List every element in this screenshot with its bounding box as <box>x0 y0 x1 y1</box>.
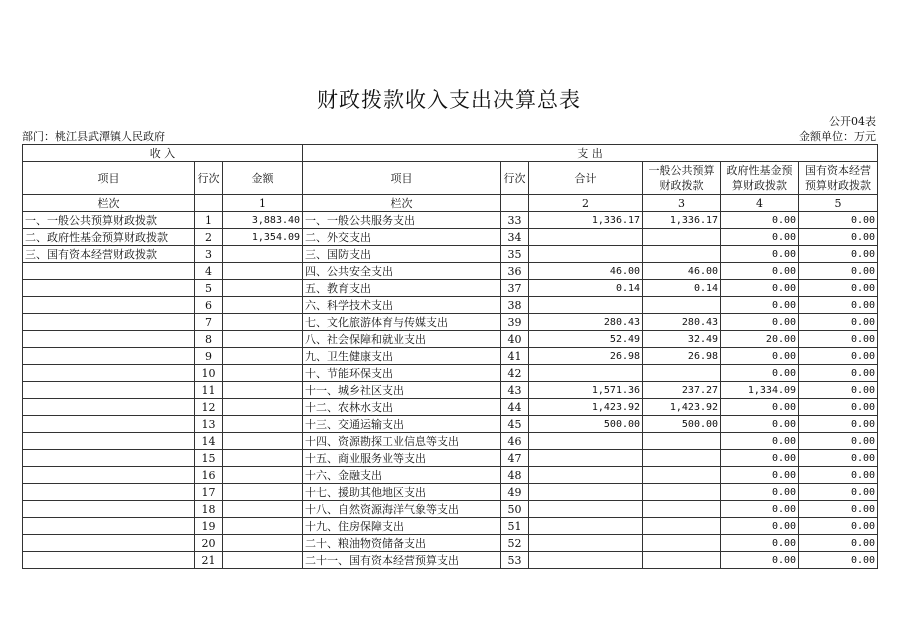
expense-line-cell: 41 <box>501 348 529 365</box>
fund-budget-amount-cell: 0.00 <box>721 399 799 416</box>
header-column-row <box>23 162 878 195</box>
income-amount-cell <box>223 535 303 552</box>
expense-item-cell: 十六、金融支出 <box>303 467 501 484</box>
state-capital-amount-cell: 0.00 <box>799 552 878 569</box>
expense-line-cell: 46 <box>501 433 529 450</box>
table-row <box>23 535 878 552</box>
general-budget-amount-cell: 0.14 <box>643 280 721 297</box>
income-amount-header: 金额 <box>223 162 303 195</box>
fund-budget-amount-cell: 0.00 <box>721 467 799 484</box>
expense-item-cell: 二、外交支出 <box>303 229 501 246</box>
income-amount-cell <box>223 246 303 263</box>
income-amount-cell <box>223 467 303 484</box>
table-row <box>23 280 878 297</box>
income-line-cell: 19 <box>195 518 223 535</box>
expense-total-cell: 500.00 <box>529 416 643 433</box>
expense-line-cell: 51 <box>501 518 529 535</box>
table-row <box>23 450 878 467</box>
state-capital-amount-cell: 0.00 <box>799 246 878 263</box>
fund-budget-amount-cell: 0.00 <box>721 229 799 246</box>
income-line-cell: 21 <box>195 552 223 569</box>
income-column-label: 栏次 <box>23 195 195 212</box>
income-line-cell: 17 <box>195 484 223 501</box>
expense-item-cell: 九、卫生健康支出 <box>303 348 501 365</box>
general-budget-amount-cell <box>643 535 721 552</box>
fund-budget-amount-cell: 0.00 <box>721 280 799 297</box>
state-capital-amount-cell: 0.00 <box>799 314 878 331</box>
expense-item-cell: 十二、农林水支出 <box>303 399 501 416</box>
income-amount-cell <box>223 433 303 450</box>
income-line-cell: 10 <box>195 365 223 382</box>
expense-total-cell: 52.49 <box>529 331 643 348</box>
general-budget-amount-cell: 1,423.92 <box>643 399 721 416</box>
income-item-cell <box>23 518 195 535</box>
table-row <box>23 246 878 263</box>
income-amount-cell <box>223 552 303 569</box>
expense-total-cell <box>529 518 643 535</box>
state-capital-amount-cell: 0.00 <box>799 450 878 467</box>
expense-total-cell: 46.00 <box>529 263 643 280</box>
expense-line-header: 行次 <box>501 162 529 195</box>
expense-item-cell: 一、一般公共服务支出 <box>303 212 501 229</box>
income-line-cell: 11 <box>195 382 223 399</box>
income-line-cell: 3 <box>195 246 223 263</box>
income-item-cell <box>23 365 195 382</box>
income-line-cell: 5 <box>195 280 223 297</box>
table-row <box>23 552 878 569</box>
income-amount-cell <box>223 280 303 297</box>
expense-item-cell: 四、公共安全支出 <box>303 263 501 280</box>
table-row <box>23 501 878 518</box>
expense-item-cell: 八、社会保障和就业支出 <box>303 331 501 348</box>
income-item-cell: 三、国有资本经营财政拨款 <box>23 246 195 263</box>
fund-budget-amount-cell: 0.00 <box>721 433 799 450</box>
state-capital-amount-cell: 0.00 <box>799 416 878 433</box>
expense-total-cell <box>529 484 643 501</box>
fund-budget-amount-cell: 0.00 <box>721 552 799 569</box>
expense-item-cell: 十、节能环保支出 <box>303 365 501 382</box>
income-amount-cell: 3,883.40 <box>223 212 303 229</box>
income-amount-cell <box>223 501 303 518</box>
general-budget-amount-cell: 500.00 <box>643 416 721 433</box>
income-item-cell <box>23 348 195 365</box>
expense-item-cell: 七、文化旅游体育与传媒支出 <box>303 314 501 331</box>
expense-line-cell: 48 <box>501 467 529 484</box>
general-budget-amount-cell <box>643 246 721 263</box>
expense-total-cell <box>529 450 643 467</box>
income-line-cell: 18 <box>195 501 223 518</box>
fund-budget-amount-cell: 0.00 <box>721 518 799 535</box>
income-item-cell <box>23 484 195 501</box>
expense-total-cell: 280.43 <box>529 314 643 331</box>
income-item-cell <box>23 263 195 280</box>
expense-item-cell: 二十、粮油物资储备支出 <box>303 535 501 552</box>
general-budget-amount-cell <box>643 365 721 382</box>
column-index-row <box>23 195 878 212</box>
expense-line-cell: 34 <box>501 229 529 246</box>
fund-budget-amount-cell: 0.00 <box>721 484 799 501</box>
income-line-cell: 20 <box>195 535 223 552</box>
state-capital-amount-cell: 0.00 <box>799 348 878 365</box>
fund-budget-amount-cell: 0.00 <box>721 535 799 552</box>
fund-budget-amount-cell: 0.00 <box>721 263 799 280</box>
state-capital-amount-cell: 0.00 <box>799 433 878 450</box>
state-capital-amount-cell: 0.00 <box>799 467 878 484</box>
income-line-cell: 1 <box>195 212 223 229</box>
expense-item-cell: 十七、援助其他地区支出 <box>303 484 501 501</box>
expense-item-cell: 三、国防支出 <box>303 246 501 263</box>
state-capital-amount-cell: 0.00 <box>799 280 878 297</box>
expense-item-cell: 十九、住房保障支出 <box>303 518 501 535</box>
income-amount-cell <box>223 365 303 382</box>
income-amount-cell <box>223 484 303 501</box>
income-item-cell <box>23 450 195 467</box>
general-budget-amount-cell <box>643 501 721 518</box>
income-amount-cell <box>223 314 303 331</box>
general-budget-amount-cell <box>643 229 721 246</box>
column-index-3: 3 <box>643 195 721 212</box>
fund-budget-header: 政府性基金预算财政拨款 <box>721 162 799 195</box>
expense-line-cell: 47 <box>501 450 529 467</box>
income-item-cell <box>23 433 195 450</box>
income-line-cell: 12 <box>195 399 223 416</box>
general-budget-amount-cell <box>643 467 721 484</box>
expense-total-cell <box>529 467 643 484</box>
fund-budget-amount-cell: 0.00 <box>721 365 799 382</box>
state-capital-header: 国有资本经营预算财政拨款 <box>799 162 878 195</box>
income-line-cell: 8 <box>195 331 223 348</box>
column-index-5: 5 <box>799 195 878 212</box>
state-capital-amount-cell: 0.00 <box>799 535 878 552</box>
income-amount-cell <box>223 450 303 467</box>
fund-budget-amount-cell: 0.00 <box>721 297 799 314</box>
table-row <box>23 518 878 535</box>
expense-item-cell: 十八、自然资源海洋气象等支出 <box>303 501 501 518</box>
expense-total-cell <box>529 246 643 263</box>
income-section-header: 收 入 <box>23 145 303 162</box>
expense-section-header: 支 出 <box>303 145 878 162</box>
expense-total-cell <box>529 552 643 569</box>
fund-budget-amount-cell: 20.00 <box>721 331 799 348</box>
general-budget-amount-cell: 237.27 <box>643 382 721 399</box>
income-amount-cell: 1,354.09 <box>223 229 303 246</box>
header-section-row <box>23 145 878 162</box>
general-budget-amount-cell <box>643 297 721 314</box>
form-number: 公开04表 <box>829 115 876 128</box>
income-item-header: 项目 <box>23 162 195 195</box>
state-capital-amount-cell: 0.00 <box>799 212 878 229</box>
income-item-cell <box>23 382 195 399</box>
expense-line-cell: 37 <box>501 280 529 297</box>
general-budget-amount-cell: 32.49 <box>643 331 721 348</box>
expense-item-cell: 十三、交通运输支出 <box>303 416 501 433</box>
general-budget-amount-cell <box>643 518 721 535</box>
income-amount-cell <box>223 399 303 416</box>
expense-item-cell: 六、科学技术支出 <box>303 297 501 314</box>
expense-line-cell: 39 <box>501 314 529 331</box>
state-capital-amount-cell: 0.00 <box>799 297 878 314</box>
state-capital-amount-cell: 0.00 <box>799 331 878 348</box>
table-row <box>23 297 878 314</box>
income-item-cell <box>23 331 195 348</box>
income-line-cell: 15 <box>195 450 223 467</box>
income-item-cell <box>23 280 195 297</box>
table-row <box>23 331 878 348</box>
table-row <box>23 416 878 433</box>
income-item-cell: 二、政府性基金预算财政拨款 <box>23 229 195 246</box>
general-budget-amount-cell: 1,336.17 <box>643 212 721 229</box>
expense-line-cell: 42 <box>501 365 529 382</box>
general-budget-amount-cell <box>643 433 721 450</box>
general-budget-amount-cell <box>643 484 721 501</box>
expense-line-cell: 52 <box>501 535 529 552</box>
expense-total-cell: 1,423.92 <box>529 399 643 416</box>
expense-total-cell: 1,336.17 <box>529 212 643 229</box>
expense-line-cell: 53 <box>501 552 529 569</box>
fund-budget-amount-cell: 0.00 <box>721 212 799 229</box>
expense-total-cell <box>529 501 643 518</box>
expense-line-cell: 35 <box>501 246 529 263</box>
income-line-cell: 9 <box>195 348 223 365</box>
table-row <box>23 348 878 365</box>
expense-line-cell: 36 <box>501 263 529 280</box>
fund-budget-amount-cell: 0.00 <box>721 314 799 331</box>
income-amount-cell <box>223 416 303 433</box>
state-capital-amount-cell: 0.00 <box>799 382 878 399</box>
expense-item-cell: 十五、商业服务业等支出 <box>303 450 501 467</box>
expense-line-cell: 50 <box>501 501 529 518</box>
state-capital-amount-cell: 0.00 <box>799 501 878 518</box>
general-budget-amount-cell <box>643 450 721 467</box>
column-index-2: 2 <box>529 195 643 212</box>
table-row <box>23 365 878 382</box>
expense-total-cell <box>529 229 643 246</box>
expense-total-cell <box>529 433 643 450</box>
column-index-1: 1 <box>223 195 303 212</box>
expense-total-cell <box>529 297 643 314</box>
state-capital-amount-cell: 0.00 <box>799 399 878 416</box>
income-amount-cell <box>223 382 303 399</box>
income-line-cell: 14 <box>195 433 223 450</box>
expense-column-label: 栏次 <box>303 195 501 212</box>
expense-line-cell: 40 <box>501 331 529 348</box>
state-capital-amount-cell: 0.00 <box>799 229 878 246</box>
income-item-cell: 一、一般公共预算财政拨款 <box>23 212 195 229</box>
table-row <box>23 433 878 450</box>
table-row <box>23 229 878 246</box>
expense-total-cell: 1,571.36 <box>529 382 643 399</box>
budget-summary-table <box>22 144 878 569</box>
fund-budget-amount-cell: 0.00 <box>721 501 799 518</box>
fund-budget-amount-cell: 0.00 <box>721 348 799 365</box>
column-index-4: 4 <box>721 195 799 212</box>
table-row <box>23 382 878 399</box>
fund-budget-amount-cell: 0.00 <box>721 246 799 263</box>
expense-total-cell: 26.98 <box>529 348 643 365</box>
expense-item-cell: 二十一、国有资本经营预算支出 <box>303 552 501 569</box>
expense-line-cell: 43 <box>501 382 529 399</box>
income-line-header: 行次 <box>195 162 223 195</box>
state-capital-amount-cell: 0.00 <box>799 484 878 501</box>
income-line-cell: 16 <box>195 467 223 484</box>
fund-budget-amount-cell: 0.00 <box>721 416 799 433</box>
expense-total-cell: 0.14 <box>529 280 643 297</box>
income-item-cell <box>23 297 195 314</box>
amount-unit-label: 金额单位：万元 <box>799 130 876 143</box>
page-title: 财政拨款收入支出决算总表 <box>317 88 581 112</box>
fund-budget-amount-cell: 1,334.09 <box>721 382 799 399</box>
income-line-cell: 13 <box>195 416 223 433</box>
expense-line-cell: 33 <box>501 212 529 229</box>
expense-line-cell: 49 <box>501 484 529 501</box>
income-item-cell <box>23 314 195 331</box>
table-row <box>23 467 878 484</box>
income-amount-cell <box>223 348 303 365</box>
income-item-cell <box>23 552 195 569</box>
fund-budget-amount-cell: 0.00 <box>721 450 799 467</box>
expense-total-cell <box>529 535 643 552</box>
general-budget-amount-cell: 26.98 <box>643 348 721 365</box>
total-header: 合计 <box>529 162 643 195</box>
table-row <box>23 212 878 229</box>
expense-item-cell: 五、教育支出 <box>303 280 501 297</box>
department-label: 部门：桃江县武潭镇人民政府 <box>22 130 165 143</box>
income-amount-cell <box>223 331 303 348</box>
general-budget-amount-cell: 280.43 <box>643 314 721 331</box>
income-item-cell <box>23 501 195 518</box>
table-row <box>23 314 878 331</box>
state-capital-amount-cell: 0.00 <box>799 365 878 382</box>
table-row <box>23 263 878 280</box>
general-budget-amount-cell: 46.00 <box>643 263 721 280</box>
income-item-cell <box>23 416 195 433</box>
income-line-cell: 6 <box>195 297 223 314</box>
state-capital-amount-cell: 0.00 <box>799 263 878 280</box>
table-row <box>23 399 878 416</box>
general-budget-amount-cell <box>643 552 721 569</box>
expense-line-cell: 38 <box>501 297 529 314</box>
expense-line-cell: 45 <box>501 416 529 433</box>
income-amount-cell <box>223 518 303 535</box>
expense-item-header: 项目 <box>303 162 501 195</box>
expense-item-cell: 十四、资源勘探工业信息等支出 <box>303 433 501 450</box>
general-budget-header: 一般公共预算财政拨款 <box>643 162 721 195</box>
table-row <box>23 484 878 501</box>
income-line-cell: 2 <box>195 229 223 246</box>
income-amount-cell <box>223 297 303 314</box>
income-item-cell <box>23 535 195 552</box>
expense-line-cell: 44 <box>501 399 529 416</box>
income-line-cell: 4 <box>195 263 223 280</box>
income-amount-cell <box>223 263 303 280</box>
income-line-cell: 7 <box>195 314 223 331</box>
expense-total-cell <box>529 365 643 382</box>
expense-item-cell: 十一、城乡社区支出 <box>303 382 501 399</box>
income-item-cell <box>23 467 195 484</box>
state-capital-amount-cell: 0.00 <box>799 518 878 535</box>
income-item-cell <box>23 399 195 416</box>
